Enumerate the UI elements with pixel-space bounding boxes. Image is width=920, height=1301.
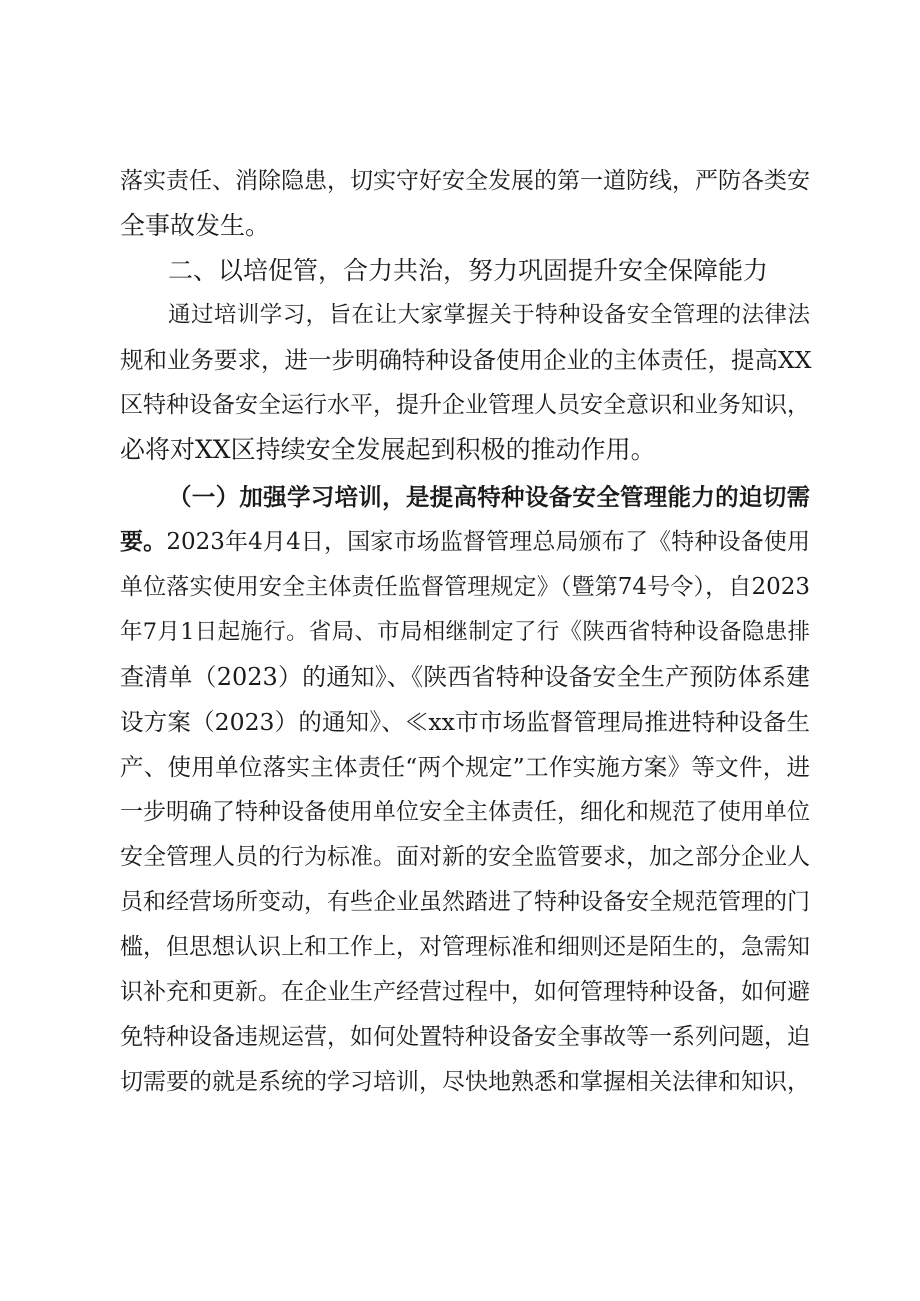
- paragraph-3-line-4: 年7月1日起施行。省局、市局相继制定了行《陕西省特种设备隐患排: [120, 619, 810, 645]
- paragraph-3-line-6: 设方案（2023）的通知》、≪xx市市场监督管理局推进特种设备生: [120, 708, 810, 736]
- paragraph-2-line-4: 必将对XX区持续安全发展起到积极的推动作用。: [120, 435, 656, 464]
- paragraph-3-line-8: 一步明确了特种设备使用单位安全主体责任，细化和规范了使用单位: [120, 799, 810, 825]
- paragraph-2-line-3: 区特种设备安全运行水平，提升企业管理人员安全意识和业务知识，: [120, 392, 810, 418]
- paragraph-3-line-3: 单位落实使用安全主体责任监督管理规定》（暨第74号令），自2023: [120, 574, 810, 600]
- paragraph-3-line-2-rest: 2023年4月4日，国家市场监督管理总局颁布了《特种设备使用: [166, 529, 811, 555]
- paragraph-3-line-14: 切需要的就是系统的学习培训，尽快地熟悉和掌握相关法律和知识，: [120, 1069, 810, 1095]
- paragraph-2-line-2: 规和业务要求，进一步明确特种设备使用企业的主体责任，提高XX: [120, 346, 812, 374]
- paragraph-3-bold-end: 要。: [120, 528, 167, 555]
- paragraph-3-line-12: 识补充和更新。在企业生产经营过程中，如何管理特种设备，如何避: [120, 979, 810, 1005]
- paragraph-3-bold-heading-line: （一）加强学习培训，是提高特种设备安全管理能力的迫切需: [168, 483, 810, 511]
- paragraph-3-line-10: 员和经营场所变动，有些企业虽然踏进了特种设备安全规范管理的门: [120, 889, 810, 915]
- paragraph-1-line-1: 落实责任、消除隐患，切实守好安全发展的第一道防线，严防各类安: [120, 168, 810, 194]
- paragraph-3-line-5: 查清单（2023）的通知》、《陕西省特种设备安全生产预防体系建: [120, 663, 810, 691]
- paragraph-3-line-13: 免特种设备违规运营，如何处置特种设备安全事故等一系列问题，迫: [120, 1024, 810, 1050]
- section-heading: 二、以培促管，合力共治，努力巩固提升安全保障能力: [168, 256, 769, 285]
- paragraph-1-line-2: 全事故发生。: [120, 211, 271, 240]
- paragraph-3-line-2: [120, 522, 810, 562]
- paragraph-3-line-7: 产、使用单位落实主体责任“两个规定”工作实施方案》等文件，进: [120, 753, 810, 781]
- paragraph-3-line-9: 安全管理人员的行为标准。面对新的安全监管要求，加之部分企业人: [120, 844, 810, 870]
- paragraph-2-line-1: 通过培训学习，旨在让大家掌握关于特种设备安全管理的法律法: [168, 302, 810, 328]
- paragraph-3-line-11: 槛，但思想认识上和工作上，对管理标准和细则还是陌生的，急需知: [120, 934, 810, 960]
